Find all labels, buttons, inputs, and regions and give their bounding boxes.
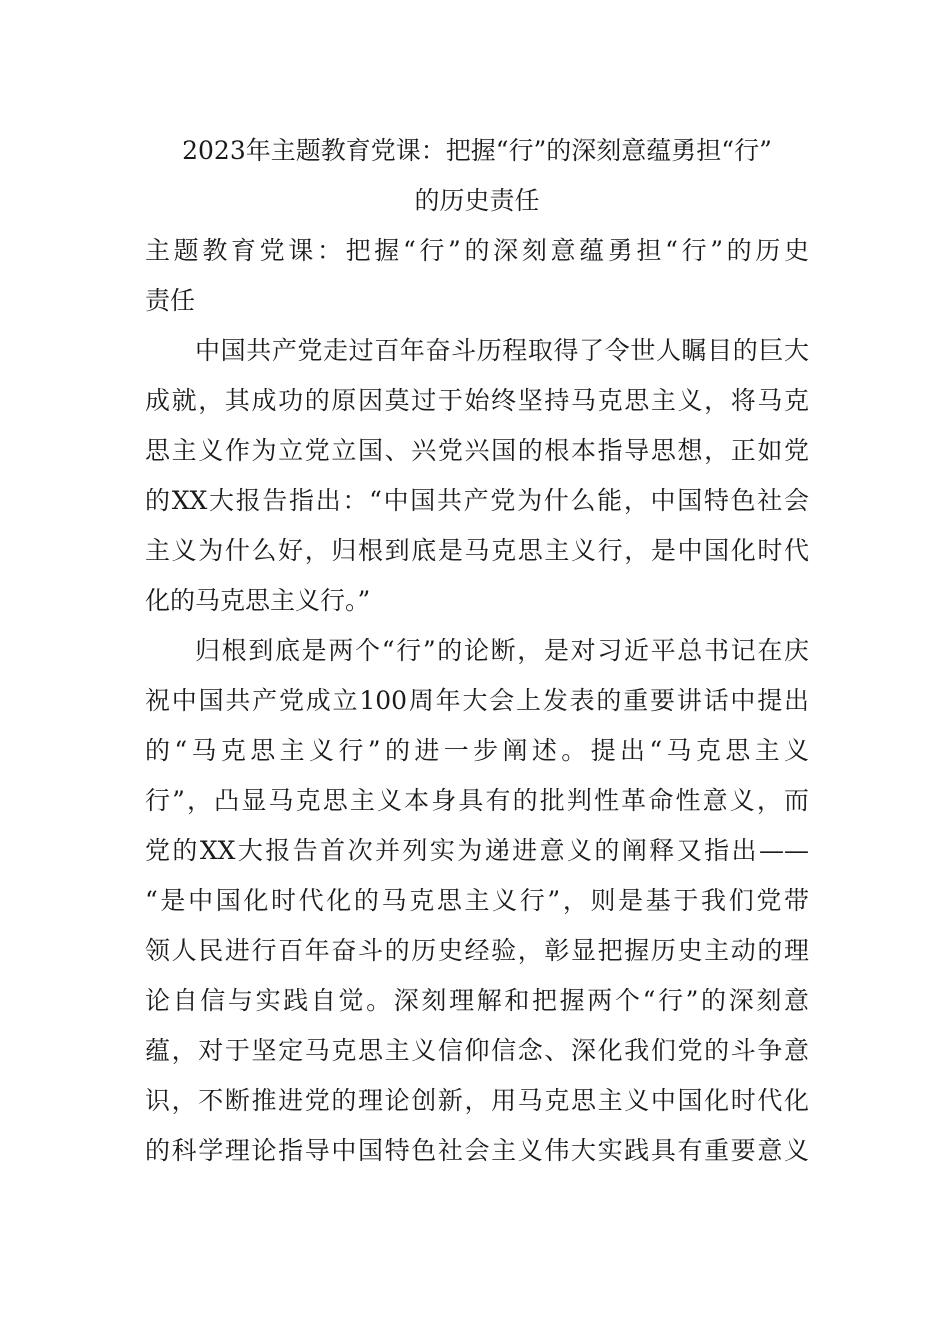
paragraph-line: 的XX大报告指出：“中国共产党为什么能，中国特色社会 [145,486,809,515]
title-line: 2023年主题教育党课：把握“行”的深刻意蕴勇担“行” [182,136,772,165]
paragraph-line: 思主义作为立党立国、兴党兴国的根本指导思想，正如党 [145,436,809,465]
paragraph-line: 中国共产党走过百年奋斗历程取得了令世人瞩目的巨大 [195,336,809,365]
paragraph-1 [145,326,809,626]
subtitle-line: 主题教育党课：把握“行”的深刻意蕴勇担“行”的历史 [145,236,809,265]
paragraph-line: 的科学理论指导中国特色社会主义伟大实践具有重要意义 [145,1136,809,1165]
paragraph-line: 祝中国共产党成立100周年大会上发表的重要讲话中提出 [145,686,809,715]
paragraph-line: 识，不断推进党的理论创新，用马克思主义中国化时代化 [145,1086,809,1115]
title-line: 的历史责任 [414,186,540,215]
paragraph-line: 行”，凸显马克思主义本身具有的批判性革命性意义，而 [145,786,809,815]
paragraph-2 [145,626,809,1176]
document-body [145,126,809,1176]
subtitle-line: 责任 [145,286,196,315]
paragraph-line: 领人民进行百年奋斗的历史经验，彰显把握历史主动的理 [145,936,809,965]
document-subtitle [145,226,809,326]
paragraph-line: 的“马克思主义行”的进一步阐述。提出“马克思主义 [145,736,809,765]
paragraph-line: 论自信与实践自觉。深刻理解和把握两个“行”的深刻意 [145,986,809,1015]
paragraph-line: 成就，其成功的原因莫过于始终坚持马克思主义，将马克 [145,386,809,415]
paragraph-line: 化的马克思主义行。” [145,586,371,615]
paragraph-line: 主义为什么好，归根到底是马克思主义行，是中国化时代 [145,536,809,565]
paragraph-line: 蕴，对于坚定马克思主义信仰信念、深化我们党的斗争意 [145,1036,809,1065]
paragraph-line: “是中国化时代化的马克思主义行”，则是基于我们党带 [145,886,809,915]
document-title [145,126,809,226]
paragraph-line: 党的XX大报告首次并列实为递进意义的阐释又指出—— [145,836,809,865]
paragraph-line: 归根到底是两个“行”的论断，是对习近平总书记在庆 [195,636,809,665]
